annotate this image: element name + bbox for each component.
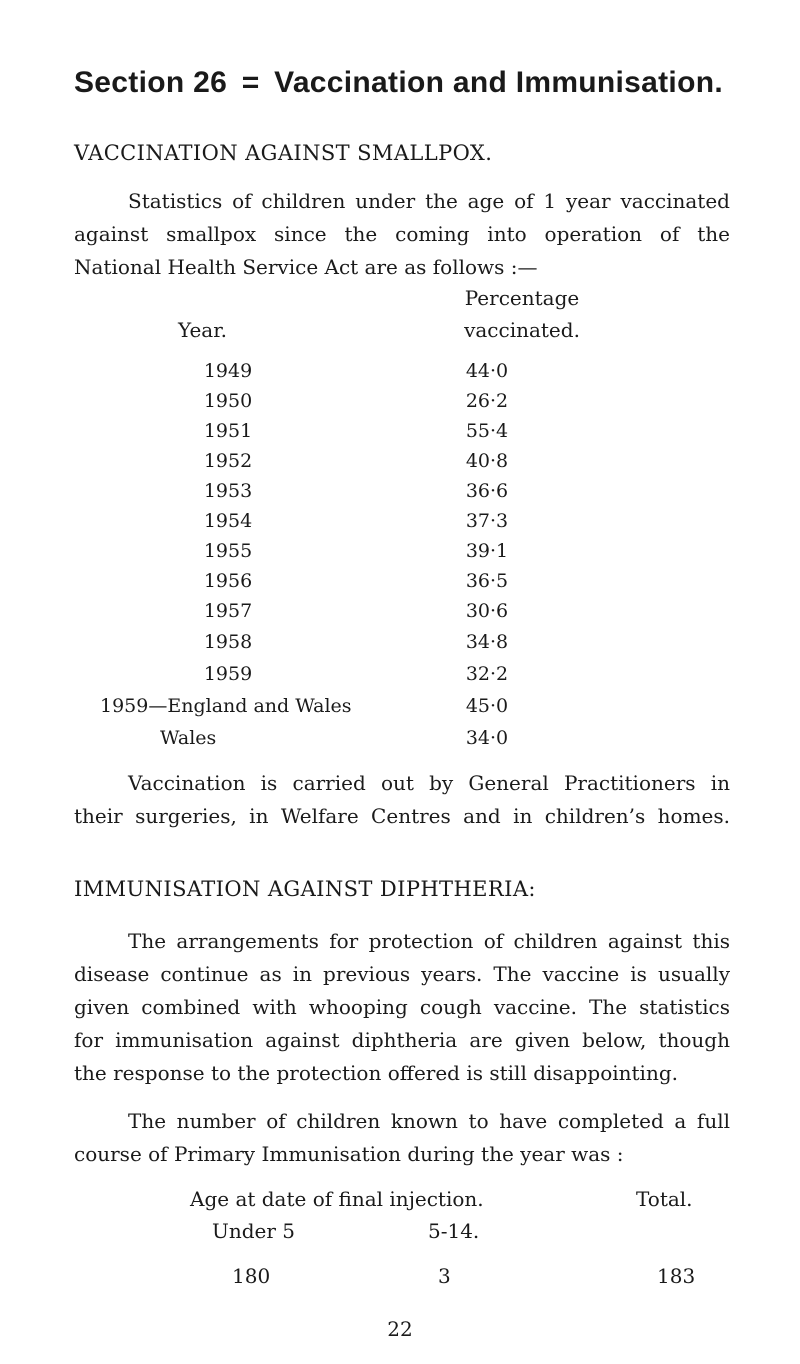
row-percentage: 34·8 xyxy=(465,631,509,653)
table-row xyxy=(0,570,800,600)
para1-line-5: the response to the protection offered is still disappointing. xyxy=(74,1061,678,1085)
table-row xyxy=(0,695,800,725)
row-percentage: 45·0 xyxy=(465,695,509,717)
under-5-value: 180 xyxy=(232,1264,271,1288)
vaccination-note xyxy=(74,767,730,833)
heading-symbol: = xyxy=(241,66,260,99)
note-line-2: their surgeries, in Welfare Centres and in children’s homes. xyxy=(74,804,730,828)
year-column-header: Year. xyxy=(178,318,227,342)
row-year: 1958 xyxy=(203,631,253,653)
diphtheria-paragraph-1 xyxy=(74,925,730,1090)
row-year: 1959—England and Wales xyxy=(100,695,352,717)
age-heading: Age at date of final injection. xyxy=(190,1187,484,1211)
intro-line-2: against smallpox since the coming into operation of the xyxy=(74,222,730,246)
row-percentage: 34·0 xyxy=(465,727,509,749)
para1-line-3: given combined with whooping cough vaccine. The statistics xyxy=(74,995,730,1019)
row-year: Wales xyxy=(160,727,217,749)
row-percentage: 39·1 xyxy=(465,540,509,562)
row-percentage: 32·2 xyxy=(465,663,509,685)
para1-line-1: The arrangements for protection of children against this xyxy=(128,929,730,953)
row-percentage: 44·0 xyxy=(465,360,509,382)
table-row xyxy=(0,600,800,630)
row-percentage: 36·6 xyxy=(465,480,509,502)
para2-line-1: The number of children known to have completed a full xyxy=(128,1109,730,1133)
intro-line-3: National Health Service Act are as follows :— xyxy=(74,255,538,279)
page-number: 22 xyxy=(387,1317,413,1341)
age-5-14-heading: 5-14. xyxy=(428,1219,480,1243)
total-heading: Total. xyxy=(636,1187,693,1211)
pct-column-header-line2: vaccinated. xyxy=(464,318,580,342)
row-year: 1957 xyxy=(203,600,253,622)
row-percentage: 40·8 xyxy=(465,450,509,472)
table-row xyxy=(0,360,800,390)
under-5-heading: Under 5 xyxy=(212,1219,296,1243)
row-year: 1953 xyxy=(203,480,253,502)
intro-line-1: Statistics of children under the age of 1 year vaccinated xyxy=(128,189,730,213)
table-row xyxy=(0,420,800,450)
pct-column-header-line1: Percentage xyxy=(464,286,580,310)
smallpox-intro xyxy=(74,185,730,284)
row-year: 1951 xyxy=(203,420,253,442)
row-year: 1949 xyxy=(203,360,253,382)
row-percentage: 26·2 xyxy=(465,390,509,412)
row-year: 1952 xyxy=(203,450,253,472)
table-row xyxy=(0,510,800,540)
table-row xyxy=(0,540,800,570)
section-label: Section 26 xyxy=(74,66,228,99)
section-title: Vaccination and Immunisation. xyxy=(274,66,723,99)
row-percentage: 36·5 xyxy=(465,570,509,592)
table-row xyxy=(0,631,800,661)
table-row xyxy=(0,390,800,420)
para1-line-2: disease continue as in previous years. The vaccine is usually xyxy=(74,962,730,986)
row-percentage: 55·4 xyxy=(465,420,509,442)
table-row xyxy=(0,727,800,757)
row-percentage: 30·6 xyxy=(465,600,509,622)
table-row xyxy=(0,450,800,480)
diphtheria-heading: IMMUNISATION AGAINST DIPHTHERIA: xyxy=(74,877,536,901)
para2-line-2: course of Primary Immunisation during the year was : xyxy=(74,1142,624,1166)
row-year: 1954 xyxy=(203,510,253,532)
table-row xyxy=(0,480,800,510)
diphtheria-paragraph-2 xyxy=(74,1105,730,1171)
row-year: 1950 xyxy=(203,390,253,412)
age-5-14-value: 3 xyxy=(438,1264,451,1288)
row-year: 1959 xyxy=(203,663,253,685)
row-percentage: 37·3 xyxy=(465,510,509,532)
page-heading xyxy=(74,66,723,100)
table-row xyxy=(0,663,800,693)
para1-line-4: for immunisation against diphtheria are given below, though xyxy=(74,1028,730,1052)
smallpox-heading: VACCINATION AGAINST SMALLPOX. xyxy=(74,141,493,165)
total-value: 183 xyxy=(657,1264,696,1288)
row-year: 1956 xyxy=(203,570,253,592)
note-line-1: Vaccination is carried out by General Practitioners in xyxy=(128,771,730,795)
row-year: 1955 xyxy=(203,540,253,562)
